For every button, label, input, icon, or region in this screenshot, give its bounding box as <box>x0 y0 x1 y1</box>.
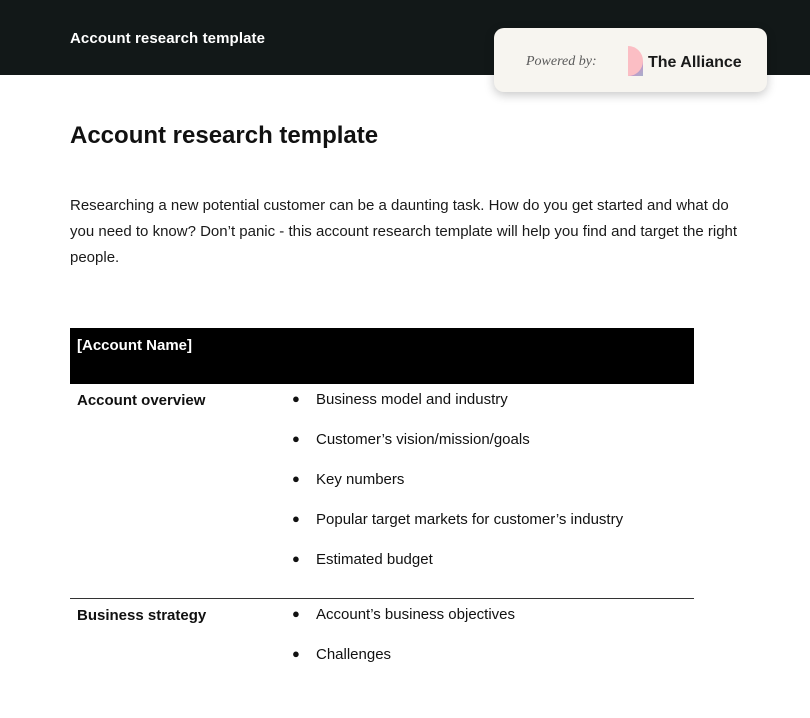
list-item: ● Customer’s vision/mission/goals <box>292 431 530 448</box>
list-item: ● Popular target markets for customer’s industry <box>292 511 624 528</box>
bullet-icon: ● <box>292 551 300 566</box>
list-item: ● Challenges <box>292 646 392 663</box>
intro-paragraph: Researching a new potential customer can be a daunting task. How do you get started and what do you need to know? Don’t panic - this account research template will help you find and target the right people. <box>70 197 738 266</box>
bullet-icon: ● <box>292 471 300 486</box>
powered-by-label: Powered by: <box>526 54 597 69</box>
row-label-business-strategy: Business strategy <box>77 607 207 624</box>
bullet-icon: ● <box>292 431 300 446</box>
alliance-logo-icon <box>612 45 644 77</box>
bullet-icon: ● <box>292 606 300 621</box>
list-item: ● Account’s business objectives <box>292 606 515 623</box>
table-header-cell: [Account Name] <box>70 328 694 384</box>
list-item: ● Estimated budget <box>292 551 433 568</box>
bullet-icon: ● <box>292 646 300 661</box>
powered-by-card[interactable] <box>494 28 767 92</box>
table-row <box>70 598 694 718</box>
row-label-account-overview: Account overview <box>77 392 206 409</box>
bullet-icon: ● <box>292 391 300 406</box>
account-table <box>70 328 694 718</box>
page-title: Account research template <box>70 122 379 149</box>
list-item: ● Key numbers <box>292 471 405 488</box>
brand-name: The Alliance <box>648 54 742 71</box>
top-bar-title: Account research template <box>70 30 266 47</box>
bullet-list <box>292 384 623 598</box>
list-item: ● Business model and industry <box>292 391 508 408</box>
table-row <box>70 384 694 598</box>
bullet-list <box>292 599 515 718</box>
bullet-icon: ● <box>292 511 300 526</box>
